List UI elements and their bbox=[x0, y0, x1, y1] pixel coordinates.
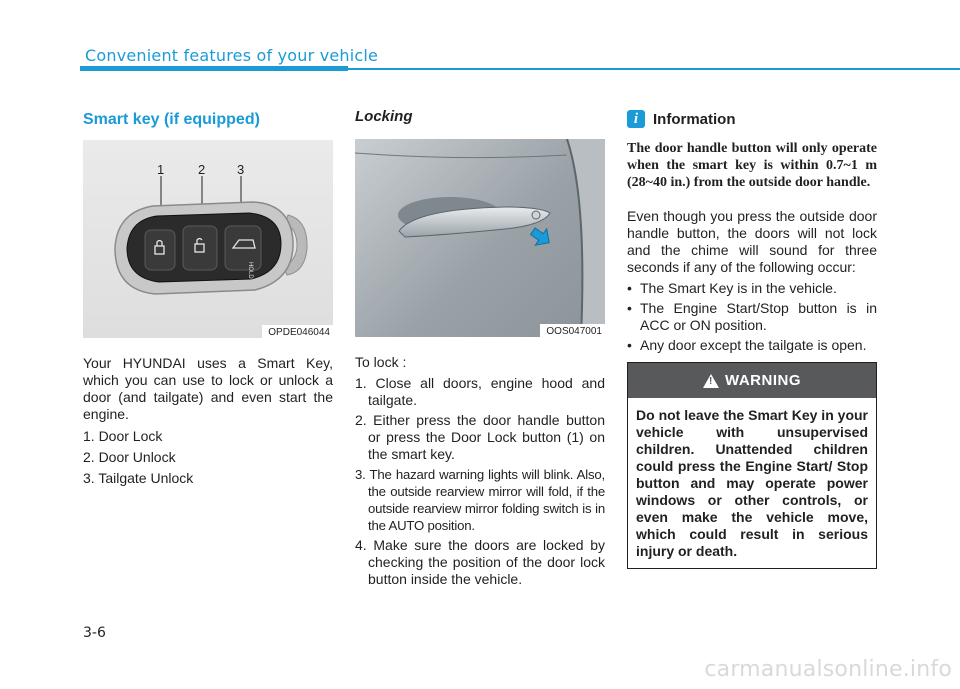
locking-steps bbox=[355, 375, 605, 588]
list-item: 2. Door Unlock bbox=[83, 449, 176, 465]
list-item: 2. Either press the door handle button or press the Door Lock button (1) on the smart key. bbox=[355, 412, 605, 462]
info-body: Even though you press the outside door handle button, the doors will not lock and the chime will sound for three seconds if any of the following occur: bbox=[627, 208, 877, 275]
door-unlock-button bbox=[183, 226, 217, 270]
smart-key-illustration bbox=[83, 140, 333, 338]
callout-number-1: 1 bbox=[157, 162, 165, 177]
sub-title: Locking bbox=[355, 108, 413, 125]
info-title: Information bbox=[653, 110, 736, 128]
middle-column bbox=[355, 108, 605, 591]
figure-code: OOS047001 bbox=[540, 324, 605, 337]
list-item: 1. Close all doors, engine hood and tailgate. bbox=[355, 375, 605, 408]
warning-label: WARNING bbox=[725, 372, 801, 389]
info-icon: i bbox=[627, 110, 645, 128]
list-item: • The Smart Key is in the vehicle. bbox=[627, 280, 837, 296]
list-item: • The Engine Start/Stop button is in ACC or ON position. bbox=[627, 300, 877, 333]
list-item: • Any door except the tailgate is open. bbox=[627, 337, 867, 353]
figure-code: OPDE046044 bbox=[262, 325, 333, 338]
door-handle-illustration bbox=[355, 139, 605, 337]
watermark: carmanualsonline.info bbox=[704, 657, 952, 682]
list-item: 3. Tailgate Unlock bbox=[83, 470, 194, 486]
section-title: Smart key (if equipped) bbox=[83, 111, 260, 128]
door-handle-figure bbox=[355, 139, 605, 337]
right-column bbox=[627, 108, 877, 569]
left-column bbox=[83, 108, 333, 491]
warning-box bbox=[627, 362, 877, 569]
warning-header bbox=[628, 363, 876, 398]
hold-label: HOLD bbox=[247, 262, 253, 279]
callout-number-3: 3 bbox=[237, 162, 245, 177]
door-lock-button bbox=[145, 230, 175, 270]
warning-icon: ! bbox=[703, 374, 719, 388]
callout-number-2: 2 bbox=[198, 162, 206, 177]
button-list bbox=[83, 428, 333, 487]
door-edge bbox=[567, 139, 605, 337]
header-rule bbox=[348, 68, 960, 70]
smart-key-figure bbox=[83, 140, 333, 338]
list-item: 1. Door Lock bbox=[83, 428, 163, 444]
smart-key-intro: Your HYUNDAI uses a Smart Key, which you can use to lock or unlock a door (and tailgate) and even start the engine. bbox=[83, 355, 333, 422]
list-item: 3. The hazard warning lights will blink. Also, the outside rearview mirror will fold, if the outside rearview mirror folding switch is in the AUTO position. bbox=[355, 467, 605, 533]
list-item: 4. Make sure the doors are locked by checking the position of the door lock button inside the vehicle. bbox=[355, 537, 605, 587]
chapter-title: Convenient features of your vehicle bbox=[85, 46, 379, 65]
lock-intro: To lock : bbox=[355, 354, 407, 370]
condition-list bbox=[627, 280, 877, 354]
page-number: 3-6 bbox=[83, 625, 106, 641]
info-note: The door handle button will only operate when the smart key is within 0.7~1 m (28~40 in.) from the outside door handle. bbox=[627, 141, 877, 190]
warning-text: Do not leave the Smart Key in your vehicle with unsupervised children. Unattended children could press the Engine Start/ Stop button and may operate power windows or other controls, or even make the vehicle move, which could result in serious injury or death. bbox=[636, 407, 868, 559]
arrow-icon bbox=[527, 223, 555, 251]
handle-button bbox=[532, 211, 540, 219]
header-rule-accent bbox=[80, 66, 348, 71]
information-heading bbox=[627, 108, 877, 130]
